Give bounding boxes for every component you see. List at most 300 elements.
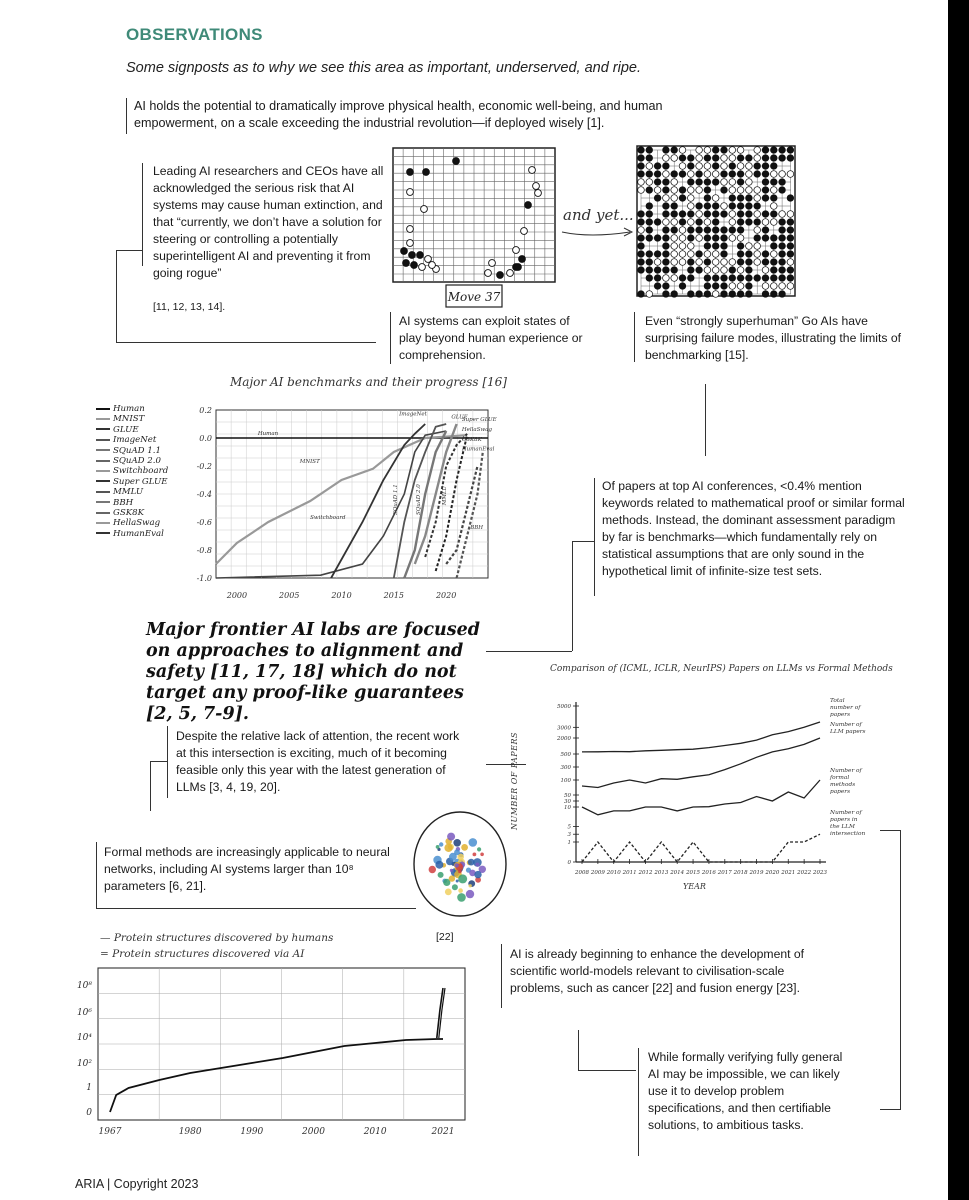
go-stone: [737, 179, 744, 186]
go-stone: [671, 211, 678, 218]
benchmark-legend-item: HellaSwag: [96, 518, 196, 528]
go-stone: [729, 275, 736, 282]
protein-residue: [450, 869, 453, 872]
y-tick-label: 5000: [557, 704, 571, 710]
y-tick-label: 10: [564, 805, 571, 811]
comparison-series-label: Total: [830, 698, 845, 704]
go-stone: [638, 147, 645, 154]
go-stone: [721, 267, 728, 274]
go-stone: [679, 283, 686, 290]
go-stone: [704, 275, 711, 282]
protein-residue: [454, 849, 460, 855]
go-stone: [688, 251, 695, 258]
go-stone: [779, 227, 786, 234]
go-stone: [688, 259, 695, 266]
page-subtitle: Some signposts as to why we see this area as important, underserved, and ripe.: [126, 60, 642, 76]
go-stone: [771, 171, 778, 178]
go-stone: [721, 259, 728, 266]
go-stone: [704, 203, 711, 210]
go-stone: [638, 163, 645, 170]
go-stone: [654, 283, 661, 290]
go-stone: [771, 211, 778, 218]
go-stone: [688, 275, 695, 282]
go-stone: [704, 291, 711, 298]
go-stone: [663, 163, 670, 170]
go-stone: [646, 211, 653, 218]
go-stone: [638, 251, 645, 258]
y-tick-label: 10⁶: [76, 1008, 92, 1018]
go-stone: [762, 267, 769, 274]
go-stone: [779, 251, 786, 258]
go-stone: [654, 163, 661, 170]
go-stone: [779, 275, 786, 282]
protein-citation: [22]: [436, 931, 454, 943]
benchmark-inline-label: GLUE: [451, 414, 468, 421]
go-caption-right-rule: [634, 312, 635, 362]
benchmarks-chart: [188, 398, 508, 606]
go-stone: [771, 155, 778, 162]
go-stone: [737, 259, 744, 266]
go-stone: [663, 291, 670, 298]
go-stone: [696, 267, 703, 274]
go-stone: [521, 228, 528, 235]
comparison-connector: [880, 830, 900, 831]
protein-residue: [456, 880, 459, 883]
go-stone: [688, 195, 695, 202]
go-stone: [688, 219, 695, 226]
go-stone: [679, 147, 686, 154]
go-stone: [696, 227, 703, 234]
y-tick-label: 1: [86, 1083, 92, 1093]
formal-connector: [96, 908, 416, 909]
go-stone: [779, 171, 786, 178]
comparison-series-label: Number of: [830, 722, 862, 728]
go-stone: [754, 147, 761, 154]
y-tick-label: 3000: [557, 725, 571, 732]
go-stone: [721, 235, 728, 242]
comparison-series-label: papers: [830, 789, 851, 795]
x-tick-label: 2014: [670, 870, 685, 876]
protein-residue: [475, 863, 479, 867]
protein-residue: [454, 863, 458, 867]
go-stone: [729, 259, 736, 266]
go-stone: [679, 227, 686, 234]
go-stone: [663, 227, 670, 234]
go-stone: [679, 235, 686, 242]
go-stone: [737, 251, 744, 258]
y-tick-label: 1: [567, 840, 571, 846]
go-stone: [746, 163, 753, 170]
go-stone: [779, 211, 786, 218]
x-tick-label: 1990: [240, 1127, 264, 1137]
go-stone: [704, 235, 711, 242]
go-stone: [712, 171, 719, 178]
go-stone: [497, 272, 504, 279]
go-stone: [519, 256, 526, 263]
protein-residue: [480, 853, 484, 857]
x-tick-label: 2021: [781, 870, 796, 876]
protein-residue: [449, 875, 455, 881]
benchmark-inline-label: HumanEval: [461, 446, 495, 453]
go-stone: [746, 155, 753, 162]
go-stone: [762, 235, 769, 242]
go-stone: [679, 195, 686, 202]
window-edge: [948, 0, 969, 1200]
go-stone: [654, 219, 661, 226]
go-stone: [654, 235, 661, 242]
footer: ARIA | Copyright 2023: [75, 1177, 199, 1191]
go-stone: [787, 171, 794, 178]
go-stone: [654, 171, 661, 178]
go-stone: [712, 259, 719, 266]
go-stone: [762, 163, 769, 170]
x-tick-label: 2012: [638, 870, 653, 876]
go-stone: [696, 203, 703, 210]
go-stone: [729, 235, 736, 242]
go-stone: [671, 179, 678, 186]
go-stone: [411, 262, 418, 269]
protein-legend-ai: = Protein structures discovered via AI: [100, 948, 305, 960]
go-stone: [638, 171, 645, 178]
go-stone: [696, 163, 703, 170]
benchmarks-legend: [96, 404, 196, 539]
benchmark-legend-item: SQuAD 2.0: [96, 456, 196, 466]
recent-connector-down: [150, 761, 151, 811]
protein-residue: [474, 871, 481, 878]
go-stone: [771, 259, 778, 266]
go-stone: [729, 171, 736, 178]
go-stone: [771, 291, 778, 298]
benchmark-legend-item: Switchboard: [96, 466, 196, 476]
x-tick-label: 2010: [363, 1127, 387, 1137]
protein-residue: [452, 884, 458, 890]
comparison-series-label: methods: [830, 782, 856, 788]
go-stone: [663, 283, 670, 290]
protein-residue: [469, 838, 478, 847]
go-stone: [754, 243, 761, 250]
go-stone: [696, 219, 703, 226]
go-stone: [654, 259, 661, 266]
go-stone: [787, 251, 794, 258]
go-stone: [729, 187, 736, 194]
go-stone: [688, 291, 695, 298]
protein-residue: [439, 842, 443, 846]
go-stone: [737, 203, 744, 210]
go-stone: [787, 147, 794, 154]
benchmark-series-line: [457, 452, 483, 578]
go-stone: [663, 211, 670, 218]
go-stone: [654, 195, 661, 202]
y-tick-label: 100: [560, 778, 571, 784]
protein-residue: [444, 844, 452, 852]
go-stone: [729, 219, 736, 226]
go-stone: [663, 267, 670, 274]
benchmark-inline-label: BBH: [470, 525, 484, 531]
intro-rule: [126, 98, 127, 134]
go-stone: [754, 155, 761, 162]
go-stone: [762, 251, 769, 258]
x-tick-label: 2008: [575, 870, 589, 876]
benchmark-inline-label: MMLU: [442, 485, 449, 506]
comparison-connector-down: [900, 830, 901, 1110]
go-stone: [771, 147, 778, 154]
go-stone: [737, 227, 744, 234]
go-stone: [762, 291, 769, 298]
go-stone: [737, 187, 744, 194]
go-stone: [754, 275, 761, 282]
protein-residue: [458, 888, 463, 893]
go-stone: [771, 187, 778, 194]
comparison-series-label: papers: [830, 712, 851, 718]
go-stone: [721, 227, 728, 234]
go-stone: [704, 259, 711, 266]
go-stone: [688, 163, 695, 170]
papers-note: Of papers at top AI conferences, <0.4% mention keywords related to mathematical proof or similar formal methods. Instead, the dominant assessment paradigm by far is benchmarks—which fundamentally rely on statistical assumptions that are only sound in the hypothetical limit of infinite-size test sets.: [602, 479, 905, 578]
go-stone: [771, 235, 778, 242]
y-tick-label: 0: [86, 1108, 92, 1118]
benchmark-inline-label: SQuAD 1.1: [392, 484, 399, 515]
risk-citation: [11, 12, 13, 14].: [153, 301, 226, 313]
go-stone: [712, 155, 719, 162]
go-stone: [779, 291, 786, 298]
go-stone: [787, 195, 794, 202]
y-tick-label: 0.0: [199, 434, 212, 443]
go-board-move-37: [392, 147, 558, 312]
go-stone: [712, 243, 719, 250]
go-stone: [403, 260, 410, 267]
recent-connector-right: [486, 764, 526, 765]
go-stone: [754, 259, 761, 266]
protein-structure-illustration: [410, 808, 512, 920]
go-stone: [754, 211, 761, 218]
go-stone: [721, 155, 728, 162]
benchmark-inline-label: Super GLUE: [461, 417, 497, 424]
go-stone: [754, 203, 761, 210]
go-stone: [671, 195, 678, 202]
go-stone: [771, 219, 778, 226]
go-stone: [425, 256, 432, 263]
go-stone: [417, 252, 424, 259]
science-rule: [501, 944, 502, 1008]
go-stone: [729, 163, 736, 170]
go-stone: [638, 235, 645, 242]
go-stone: [646, 219, 653, 226]
x-tick-label: 2016: [701, 870, 716, 876]
go-stone: [704, 211, 711, 218]
go-stone: [729, 267, 736, 274]
go-stone: [704, 195, 711, 202]
go-stone: [721, 203, 728, 210]
x-tick-label: 1980: [178, 1127, 202, 1137]
benchmark-legend-item: Human: [96, 404, 196, 414]
go-stone: [535, 190, 542, 197]
go-stone: [407, 169, 414, 176]
go-stone: [779, 259, 786, 266]
protein-residue: [458, 874, 467, 883]
benchmark-legend-item: ImageNet: [96, 435, 196, 445]
go-stone: [771, 203, 778, 210]
go-stone: [646, 179, 653, 186]
protein-residue: [429, 866, 436, 873]
comparison-connector-bottom: [880, 1109, 900, 1110]
x-tick-label: 2019: [749, 870, 764, 876]
go-stone: [729, 283, 736, 290]
go-stone: [646, 155, 653, 162]
go-stone: [638, 211, 645, 218]
go-stone: [779, 219, 786, 226]
x-tick-label: 2017: [717, 870, 732, 876]
go-stone: [696, 211, 703, 218]
protein-human-line: [110, 1039, 443, 1112]
risk-rule: [142, 163, 143, 266]
go-stone: [762, 171, 769, 178]
benchmark-legend-item: GLUE: [96, 425, 196, 435]
benchmark-inline-label: SQuAD 2.0: [416, 484, 422, 515]
go-stone: [688, 211, 695, 218]
go-stone: [787, 243, 794, 250]
go-stone: [688, 243, 695, 250]
go-stone: [787, 283, 794, 290]
go-stone: [762, 259, 769, 266]
protein-legend-human: — Protein structures discovered by humans: [100, 932, 334, 944]
x-tick-label: 2018: [733, 870, 748, 876]
protein-residue: [461, 844, 468, 851]
go-stone: [663, 171, 670, 178]
go-stone: [762, 187, 769, 194]
go-stone: [729, 195, 736, 202]
go-stone: [401, 248, 408, 255]
go-stone: [409, 252, 416, 259]
benchmark-legend-item: MMLU: [96, 487, 196, 497]
go-stone: [721, 163, 728, 170]
go-stone: [407, 189, 414, 196]
go-stone: [646, 203, 653, 210]
go-stone: [787, 275, 794, 282]
go-stone: [679, 251, 686, 258]
verify-rule: [638, 1048, 639, 1156]
y-tick-label: 3: [567, 832, 571, 839]
go-stone: [696, 235, 703, 242]
protein-residue: [453, 839, 461, 847]
go-stone: [746, 187, 753, 194]
go-stone: [663, 195, 670, 202]
go-stone: [646, 235, 653, 242]
go-stone: [688, 203, 695, 210]
go-stone: [712, 227, 719, 234]
go-stone: [779, 179, 786, 186]
go-stone: [646, 291, 653, 298]
go-stone: [787, 235, 794, 242]
go-stone: [646, 171, 653, 178]
go-stone: [771, 195, 778, 202]
x-tick-label: 2010: [331, 591, 352, 600]
go-stone: [721, 171, 728, 178]
and-yet-arrow: [560, 222, 640, 242]
papers-connector-left: [572, 541, 594, 542]
go-stone: [737, 147, 744, 154]
page-title: OBSERVATIONS: [126, 25, 263, 44]
go-stone: [721, 211, 728, 218]
go-stone: [704, 219, 711, 226]
science-connector-right: [578, 1070, 636, 1071]
go-stone: [779, 147, 786, 154]
go-stone: [671, 155, 678, 162]
go-stone: [737, 219, 744, 226]
go-stone: [704, 283, 711, 290]
go-stone: [688, 267, 695, 274]
go-stone: [704, 171, 711, 178]
benchmark-series-line: [331, 424, 425, 578]
risk-connector-down: [116, 250, 117, 342]
x-tick-label: 2020: [435, 591, 457, 600]
go-stone: [729, 227, 736, 234]
x-tick-label: 2013: [654, 870, 669, 876]
go-stone: [671, 243, 678, 250]
go-stone: [533, 183, 540, 190]
go-stone: [679, 187, 686, 194]
y-tick-label: -0.6: [196, 518, 212, 527]
go-stone: [679, 171, 686, 178]
go-stone: [729, 155, 736, 162]
y-tick-label: 10²: [76, 1059, 92, 1069]
comparison-xlabel: YEAR: [683, 882, 706, 891]
x-tick-label: 2009: [590, 870, 605, 876]
go-stone: [712, 195, 719, 202]
go-stone: [688, 235, 695, 242]
go-stone: [423, 169, 430, 176]
go-stone: [746, 179, 753, 186]
go-stone: [762, 275, 769, 282]
go-stone: [671, 203, 678, 210]
go-stone: [729, 179, 736, 186]
go-stone: [646, 147, 653, 154]
go-stone: [746, 259, 753, 266]
comparison-series-line: [582, 738, 820, 788]
go-stone: [529, 167, 536, 174]
go-stone: [787, 227, 794, 234]
go-stone: [638, 291, 645, 298]
go-stone: [762, 195, 769, 202]
comparison-series-label: intersection: [830, 831, 866, 837]
go-stone: [712, 267, 719, 274]
go-stone: [746, 243, 753, 250]
go-board-failure: [636, 145, 798, 298]
go-stone: [721, 147, 728, 154]
go-stone: [663, 187, 670, 194]
go-stone: [754, 227, 761, 234]
protein-residue: [469, 884, 472, 887]
go-stone: [779, 283, 786, 290]
go-stone: [421, 206, 428, 213]
go-stone: [762, 219, 769, 226]
go-stone: [771, 163, 778, 170]
protein-residue: [447, 833, 455, 841]
go-stone: [737, 195, 744, 202]
go-stone: [696, 187, 703, 194]
comparison-series-label: Number of: [830, 768, 862, 774]
benchmark-inline-label: Human: [257, 431, 279, 438]
go-stone: [638, 243, 645, 250]
go-stone: [663, 243, 670, 250]
go-stone: [646, 275, 653, 282]
papers-connector-down: [572, 541, 573, 651]
go-stone: [679, 155, 686, 162]
go-stone: [671, 259, 678, 266]
go-stone: [729, 211, 736, 218]
go-stone: [762, 179, 769, 186]
benchmark-series-line: [216, 435, 467, 564]
protein-chart: [70, 960, 480, 1145]
